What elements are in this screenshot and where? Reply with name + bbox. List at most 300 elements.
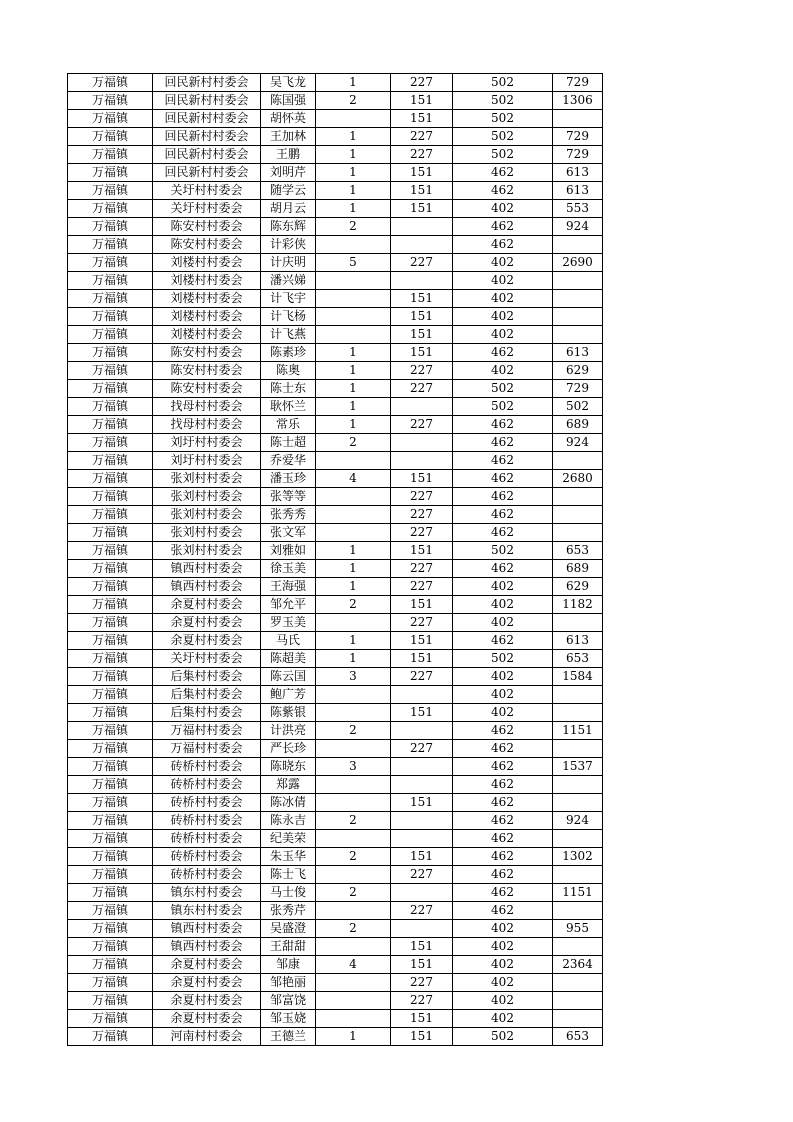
total-cell [553, 110, 603, 128]
name-cell: 刘雅如 [261, 542, 316, 560]
amount-b-cell: 462 [453, 560, 553, 578]
name-cell: 潘兴娣 [261, 272, 316, 290]
table-row [68, 578, 603, 596]
table-row [68, 1010, 603, 1028]
name-cell: 陈冰倩 [261, 794, 316, 812]
amount-a-cell: 151 [391, 650, 453, 668]
table-row [68, 74, 603, 92]
table-row [68, 344, 603, 362]
count-cell: 3 [316, 668, 391, 686]
table-row [68, 128, 603, 146]
total-cell: 2690 [553, 254, 603, 272]
amount-a-cell [391, 758, 453, 776]
amount-a-cell: 227 [391, 488, 453, 506]
town-cell: 万福镇 [68, 416, 153, 434]
amount-b-cell: 502 [453, 380, 553, 398]
name-cell: 王海强 [261, 578, 316, 596]
village-cell: 后集村村委会 [153, 704, 261, 722]
count-cell [316, 236, 391, 254]
amount-b-cell: 502 [453, 92, 553, 110]
count-cell: 5 [316, 254, 391, 272]
amount-b-cell: 502 [453, 542, 553, 560]
village-cell: 刘楼村村委会 [153, 326, 261, 344]
amount-b-cell: 402 [453, 1010, 553, 1028]
table-row [68, 632, 603, 650]
table-row [68, 218, 603, 236]
name-cell: 张秀芹 [261, 902, 316, 920]
town-cell: 万福镇 [68, 758, 153, 776]
town-cell: 万福镇 [68, 164, 153, 182]
total-cell [553, 506, 603, 524]
total-cell [553, 326, 603, 344]
count-cell: 1 [316, 1028, 391, 1046]
village-cell: 回民新村村委会 [153, 92, 261, 110]
amount-b-cell: 402 [453, 668, 553, 686]
amount-b-cell: 462 [453, 812, 553, 830]
amount-b-cell: 402 [453, 704, 553, 722]
total-cell: 653 [553, 1028, 603, 1046]
total-cell [553, 776, 603, 794]
amount-a-cell: 151 [391, 92, 453, 110]
amount-b-cell: 402 [453, 200, 553, 218]
amount-a-cell: 151 [391, 1010, 453, 1028]
name-cell: 马氏 [261, 632, 316, 650]
amount-b-cell: 462 [453, 434, 553, 452]
village-cell: 张刘村村委会 [153, 506, 261, 524]
amount-b-cell: 462 [453, 344, 553, 362]
total-cell: 2364 [553, 956, 603, 974]
village-cell: 回民新村村委会 [153, 74, 261, 92]
name-cell: 纪美荣 [261, 830, 316, 848]
town-cell: 万福镇 [68, 344, 153, 362]
village-cell: 找母村村委会 [153, 398, 261, 416]
count-cell: 1 [316, 632, 391, 650]
village-cell: 砖桥村村委会 [153, 866, 261, 884]
village-cell: 后集村村委会 [153, 686, 261, 704]
count-cell: 1 [316, 362, 391, 380]
amount-b-cell: 462 [453, 884, 553, 902]
town-cell: 万福镇 [68, 596, 153, 614]
name-cell: 朱玉华 [261, 848, 316, 866]
town-cell: 万福镇 [68, 704, 153, 722]
town-cell: 万福镇 [68, 254, 153, 272]
count-cell: 2 [316, 596, 391, 614]
table-row [68, 182, 603, 200]
amount-b-cell: 462 [453, 182, 553, 200]
village-cell: 砖桥村村委会 [153, 848, 261, 866]
amount-a-cell: 151 [391, 290, 453, 308]
village-cell: 陈安村村委会 [153, 380, 261, 398]
name-cell: 计洪亮 [261, 722, 316, 740]
village-cell: 余夏村村委会 [153, 974, 261, 992]
data-table [67, 73, 603, 1046]
total-cell: 924 [553, 812, 603, 830]
total-cell [553, 794, 603, 812]
name-cell: 刘明芹 [261, 164, 316, 182]
total-cell [553, 686, 603, 704]
count-cell [316, 110, 391, 128]
amount-a-cell [391, 830, 453, 848]
total-cell: 629 [553, 578, 603, 596]
village-cell: 回民新村村委会 [153, 128, 261, 146]
name-cell: 计庆明 [261, 254, 316, 272]
village-cell: 砖桥村村委会 [153, 830, 261, 848]
town-cell: 万福镇 [68, 218, 153, 236]
total-cell: 729 [553, 74, 603, 92]
town-cell: 万福镇 [68, 506, 153, 524]
total-cell: 1151 [553, 722, 603, 740]
total-cell: 1182 [553, 596, 603, 614]
amount-a-cell: 151 [391, 956, 453, 974]
amount-a-cell [391, 776, 453, 794]
total-cell: 729 [553, 380, 603, 398]
village-cell: 余夏村村委会 [153, 956, 261, 974]
amount-b-cell: 402 [453, 272, 553, 290]
count-cell: 2 [316, 722, 391, 740]
name-cell: 计飞宇 [261, 290, 316, 308]
total-cell: 613 [553, 344, 603, 362]
town-cell: 万福镇 [68, 740, 153, 758]
amount-b-cell: 402 [453, 956, 553, 974]
town-cell: 万福镇 [68, 380, 153, 398]
table-row [68, 848, 603, 866]
amount-a-cell: 227 [391, 416, 453, 434]
total-cell: 653 [553, 650, 603, 668]
amount-b-cell: 402 [453, 938, 553, 956]
count-cell [316, 704, 391, 722]
table-row [68, 1028, 603, 1046]
name-cell: 邹允平 [261, 596, 316, 614]
count-cell [316, 992, 391, 1010]
amount-a-cell: 151 [391, 470, 453, 488]
table-row [68, 164, 603, 182]
count-cell: 1 [316, 380, 391, 398]
count-cell: 1 [316, 164, 391, 182]
table-row [68, 596, 603, 614]
name-cell: 胡怀英 [261, 110, 316, 128]
amount-b-cell: 502 [453, 650, 553, 668]
count-cell: 1 [316, 398, 391, 416]
count-cell [316, 452, 391, 470]
total-cell: 613 [553, 164, 603, 182]
amount-b-cell: 462 [453, 902, 553, 920]
village-cell: 张刘村村委会 [153, 524, 261, 542]
total-cell: 613 [553, 632, 603, 650]
village-cell: 余夏村村委会 [153, 614, 261, 632]
village-cell: 张刘村村委会 [153, 488, 261, 506]
count-cell [316, 524, 391, 542]
count-cell [316, 938, 391, 956]
town-cell: 万福镇 [68, 632, 153, 650]
amount-b-cell: 402 [453, 686, 553, 704]
amount-a-cell [391, 884, 453, 902]
amount-b-cell: 462 [453, 848, 553, 866]
total-cell [553, 704, 603, 722]
name-cell: 吴盛澄 [261, 920, 316, 938]
name-cell: 张文军 [261, 524, 316, 542]
amount-b-cell: 462 [453, 722, 553, 740]
name-cell: 陈士飞 [261, 866, 316, 884]
amount-b-cell: 402 [453, 254, 553, 272]
total-cell: 2680 [553, 470, 603, 488]
amount-b-cell: 462 [453, 218, 553, 236]
town-cell: 万福镇 [68, 92, 153, 110]
town-cell: 万福镇 [68, 794, 153, 812]
table-row [68, 992, 603, 1010]
count-cell: 2 [316, 920, 391, 938]
town-cell: 万福镇 [68, 938, 153, 956]
table-row [68, 146, 603, 164]
amount-b-cell: 402 [453, 362, 553, 380]
name-cell: 陈永吉 [261, 812, 316, 830]
town-cell: 万福镇 [68, 326, 153, 344]
count-cell: 1 [316, 650, 391, 668]
town-cell: 万福镇 [68, 1028, 153, 1046]
amount-a-cell [391, 236, 453, 254]
count-cell [316, 290, 391, 308]
total-cell: 955 [553, 920, 603, 938]
amount-a-cell: 151 [391, 848, 453, 866]
amount-b-cell: 462 [453, 506, 553, 524]
total-cell [553, 974, 603, 992]
table-row [68, 308, 603, 326]
name-cell: 邹富饶 [261, 992, 316, 1010]
table-row [68, 704, 603, 722]
table-row [68, 542, 603, 560]
count-cell [316, 326, 391, 344]
amount-a-cell: 151 [391, 326, 453, 344]
amount-a-cell: 227 [391, 560, 453, 578]
table-row [68, 974, 603, 992]
count-cell: 1 [316, 74, 391, 92]
amount-b-cell: 502 [453, 128, 553, 146]
amount-a-cell: 227 [391, 578, 453, 596]
count-cell: 1 [316, 542, 391, 560]
amount-b-cell: 462 [453, 236, 553, 254]
count-cell [316, 506, 391, 524]
total-cell: 553 [553, 200, 603, 218]
table-row [68, 110, 603, 128]
count-cell: 2 [316, 884, 391, 902]
amount-a-cell: 227 [391, 866, 453, 884]
village-cell: 刘圩村村委会 [153, 452, 261, 470]
amount-b-cell: 402 [453, 578, 553, 596]
table-row [68, 236, 603, 254]
total-cell [553, 866, 603, 884]
town-cell: 万福镇 [68, 74, 153, 92]
amount-a-cell: 151 [391, 938, 453, 956]
amount-b-cell: 462 [453, 452, 553, 470]
table-row [68, 668, 603, 686]
table-row [68, 830, 603, 848]
town-cell: 万福镇 [68, 866, 153, 884]
village-cell: 砖桥村村委会 [153, 794, 261, 812]
total-cell: 924 [553, 434, 603, 452]
town-cell: 万福镇 [68, 362, 153, 380]
village-cell: 刘楼村村委会 [153, 308, 261, 326]
total-cell: 653 [553, 542, 603, 560]
total-cell [553, 308, 603, 326]
amount-a-cell [391, 452, 453, 470]
amount-b-cell: 402 [453, 614, 553, 632]
village-cell: 张刘村村委会 [153, 542, 261, 560]
town-cell: 万福镇 [68, 542, 153, 560]
amount-a-cell [391, 398, 453, 416]
table-row [68, 416, 603, 434]
amount-b-cell: 462 [453, 470, 553, 488]
amount-a-cell: 227 [391, 992, 453, 1010]
table-row [68, 722, 603, 740]
name-cell: 陈奥 [261, 362, 316, 380]
total-cell: 1537 [553, 758, 603, 776]
town-cell: 万福镇 [68, 902, 153, 920]
name-cell: 王鹏 [261, 146, 316, 164]
count-cell [316, 902, 391, 920]
village-cell: 镇西村村委会 [153, 578, 261, 596]
count-cell: 1 [316, 200, 391, 218]
town-cell: 万福镇 [68, 128, 153, 146]
town-cell: 万福镇 [68, 956, 153, 974]
table-row [68, 794, 603, 812]
total-cell [553, 290, 603, 308]
table-row [68, 884, 603, 902]
table-row [68, 758, 603, 776]
town-cell: 万福镇 [68, 560, 153, 578]
amount-a-cell: 227 [391, 974, 453, 992]
village-cell: 关圩村村委会 [153, 182, 261, 200]
village-cell: 万福村村委会 [153, 722, 261, 740]
town-cell: 万福镇 [68, 686, 153, 704]
count-cell [316, 308, 391, 326]
amount-b-cell: 462 [453, 488, 553, 506]
amount-b-cell: 402 [453, 308, 553, 326]
count-cell [316, 1010, 391, 1028]
town-cell: 万福镇 [68, 920, 153, 938]
village-cell: 砖桥村村委会 [153, 758, 261, 776]
count-cell [316, 686, 391, 704]
name-cell: 陈东辉 [261, 218, 316, 236]
village-cell: 河南村村委会 [153, 1028, 261, 1046]
count-cell: 1 [316, 128, 391, 146]
amount-b-cell: 462 [453, 524, 553, 542]
name-cell: 计飞杨 [261, 308, 316, 326]
table-row [68, 650, 603, 668]
village-cell: 余夏村村委会 [153, 596, 261, 614]
amount-a-cell [391, 434, 453, 452]
village-cell: 张刘村村委会 [153, 470, 261, 488]
total-cell [553, 830, 603, 848]
count-cell: 4 [316, 470, 391, 488]
count-cell: 2 [316, 812, 391, 830]
count-cell [316, 794, 391, 812]
count-cell: 1 [316, 578, 391, 596]
town-cell: 万福镇 [68, 398, 153, 416]
village-cell: 关圩村村委会 [153, 650, 261, 668]
table-row [68, 506, 603, 524]
name-cell: 王加林 [261, 128, 316, 146]
town-cell: 万福镇 [68, 884, 153, 902]
count-cell [316, 974, 391, 992]
table-row [68, 686, 603, 704]
table-row [68, 866, 603, 884]
town-cell: 万福镇 [68, 578, 153, 596]
amount-a-cell: 227 [391, 362, 453, 380]
amount-a-cell: 151 [391, 632, 453, 650]
table-row [68, 326, 603, 344]
amount-a-cell: 151 [391, 200, 453, 218]
count-cell: 1 [316, 344, 391, 362]
count-cell: 2 [316, 848, 391, 866]
name-cell: 陈超美 [261, 650, 316, 668]
count-cell [316, 866, 391, 884]
total-cell [553, 614, 603, 632]
total-cell: 689 [553, 560, 603, 578]
town-cell: 万福镇 [68, 308, 153, 326]
amount-a-cell [391, 920, 453, 938]
village-cell: 砖桥村村委会 [153, 776, 261, 794]
name-cell: 常乐 [261, 416, 316, 434]
town-cell: 万福镇 [68, 146, 153, 164]
village-cell: 镇西村村委会 [153, 938, 261, 956]
table-row [68, 380, 603, 398]
name-cell: 张等等 [261, 488, 316, 506]
town-cell: 万福镇 [68, 830, 153, 848]
name-cell: 严长珍 [261, 740, 316, 758]
count-cell: 2 [316, 218, 391, 236]
town-cell: 万福镇 [68, 524, 153, 542]
amount-a-cell: 151 [391, 794, 453, 812]
total-cell [553, 992, 603, 1010]
table-row [68, 92, 603, 110]
name-cell: 邹康 [261, 956, 316, 974]
count-cell [316, 740, 391, 758]
village-cell: 镇西村村委会 [153, 560, 261, 578]
name-cell: 乔爱华 [261, 452, 316, 470]
name-cell: 鲍广芳 [261, 686, 316, 704]
count-cell [316, 614, 391, 632]
name-cell: 随学云 [261, 182, 316, 200]
total-cell [553, 1010, 603, 1028]
count-cell: 4 [316, 956, 391, 974]
village-cell: 陈安村村委会 [153, 218, 261, 236]
count-cell [316, 272, 391, 290]
total-cell: 629 [553, 362, 603, 380]
name-cell: 陈云国 [261, 668, 316, 686]
name-cell: 潘玉珍 [261, 470, 316, 488]
amount-a-cell [391, 272, 453, 290]
total-cell: 1151 [553, 884, 603, 902]
table-row [68, 560, 603, 578]
amount-b-cell: 462 [453, 416, 553, 434]
amount-b-cell: 502 [453, 1028, 553, 1046]
town-cell: 万福镇 [68, 236, 153, 254]
amount-a-cell: 227 [391, 614, 453, 632]
village-cell: 刘楼村村委会 [153, 254, 261, 272]
name-cell: 胡月云 [261, 200, 316, 218]
count-cell [316, 830, 391, 848]
amount-a-cell: 227 [391, 128, 453, 146]
amount-b-cell: 462 [453, 758, 553, 776]
count-cell: 3 [316, 758, 391, 776]
amount-b-cell: 462 [453, 740, 553, 758]
village-cell: 陈安村村委会 [153, 344, 261, 362]
table-row [68, 956, 603, 974]
amount-b-cell: 462 [453, 164, 553, 182]
village-cell: 镇东村村委会 [153, 902, 261, 920]
village-cell: 回民新村村委会 [153, 146, 261, 164]
count-cell: 1 [316, 560, 391, 578]
amount-a-cell: 227 [391, 74, 453, 92]
